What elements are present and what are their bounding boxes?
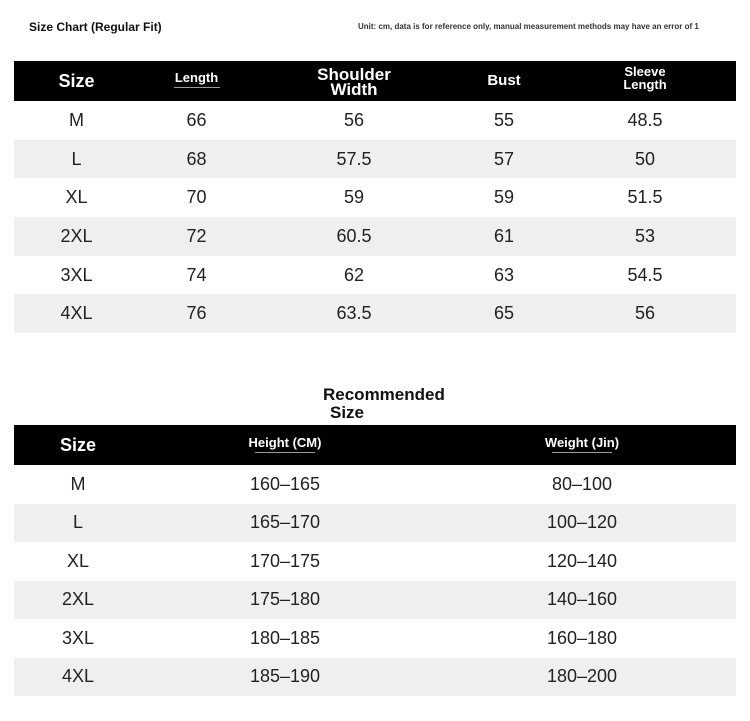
shoulder-width-cell: 62 [343, 264, 365, 285]
length-cell: 68 [139, 140, 254, 179]
table-row [14, 658, 736, 697]
column-header-weight: Weight (Jin) [428, 425, 736, 465]
length-cell: 70 [186, 187, 207, 208]
size-chart-title: Size Chart (Regular Fit) [29, 20, 162, 34]
sleeve-length-cell: 51.5 [627, 187, 663, 208]
table-row [14, 465, 736, 504]
length-cell: 76 [139, 294, 254, 333]
column-header-size: Size [14, 61, 139, 101]
height-cell: 165–170 [142, 504, 428, 543]
weight-cell: 140–160 [428, 581, 736, 620]
table-row [14, 294, 736, 333]
weight-cell: 100–120 [428, 504, 736, 543]
size-cell: 4XL [14, 658, 142, 697]
shoulder-width-cell: 59 [343, 187, 365, 208]
bust-cell: 61 [454, 217, 554, 256]
column-header-height: Height (CM) [142, 425, 428, 465]
size-cell: 3XL [61, 627, 95, 648]
bust-cell: 57 [454, 140, 554, 179]
sleeve-length-cell: 50 [554, 140, 736, 179]
column-header-bust: Bust [454, 61, 554, 101]
height-cell: 175–180 [142, 581, 428, 620]
sleeve-length-cell: 53 [554, 217, 736, 256]
size-cell: 4XL [14, 294, 139, 333]
height-cell: 160–165 [249, 473, 321, 494]
weight-cell: 120–140 [546, 550, 618, 571]
length-cell: 72 [139, 217, 254, 256]
size-cell: 3XL [60, 264, 93, 285]
size-cell: M [69, 109, 84, 130]
recommended-size-title: Recommended Size [323, 385, 445, 422]
length-cell: 66 [186, 109, 207, 130]
size-cell: 2XL [14, 581, 142, 620]
size-chart-table [14, 61, 736, 333]
table-row [14, 504, 736, 543]
table-row [14, 256, 736, 295]
height-cell: 180–185 [249, 627, 321, 648]
bust-cell: 55 [493, 109, 515, 130]
shoulder-width-cell: 60.5 [254, 217, 454, 256]
weight-cell: 160–180 [546, 627, 618, 648]
weight-cell: 180–200 [428, 658, 736, 697]
size-cell: M [70, 473, 86, 494]
table-row [14, 140, 736, 179]
sleeve-length-cell: 54.5 [627, 264, 663, 285]
sleeve-length-cell: 56 [554, 294, 736, 333]
table-row [14, 178, 736, 217]
recommended-size-table [14, 425, 736, 696]
height-cell: 170–175 [249, 550, 321, 571]
size-cell: L [14, 140, 139, 179]
sleeve-length-cell: 48.5 [627, 109, 663, 130]
bust-cell: 65 [454, 294, 554, 333]
shoulder-width-cell: 63.5 [254, 294, 454, 333]
table-row [14, 581, 736, 620]
unit-note: Unit: cm, data is for reference only, manual measurement methods may have an error of 1 [358, 22, 699, 31]
size-cell: L [14, 504, 142, 543]
length-cell: 74 [186, 264, 207, 285]
table-row [14, 542, 736, 581]
column-header-shoulder-width: Shoulder Width [254, 61, 454, 101]
column-header-length: Length [139, 61, 254, 101]
bust-cell: 63 [493, 264, 515, 285]
shoulder-width-cell: 57.5 [254, 140, 454, 179]
bust-cell: 59 [493, 187, 515, 208]
size-cell: 2XL [14, 217, 139, 256]
height-cell: 185–190 [142, 658, 428, 697]
table-row [14, 217, 736, 256]
column-header-sleeve-length: Sleeve Length [554, 61, 736, 101]
size-cell: XL [65, 187, 88, 208]
column-header-size: Size [14, 425, 142, 465]
table-row [14, 101, 736, 140]
weight-cell: 80–100 [551, 473, 613, 494]
table-row [14, 619, 736, 658]
recommended-header-row [14, 425, 736, 465]
size-chart-header-row [14, 61, 736, 101]
shoulder-width-cell: 56 [343, 109, 365, 130]
size-cell: XL [66, 550, 90, 571]
